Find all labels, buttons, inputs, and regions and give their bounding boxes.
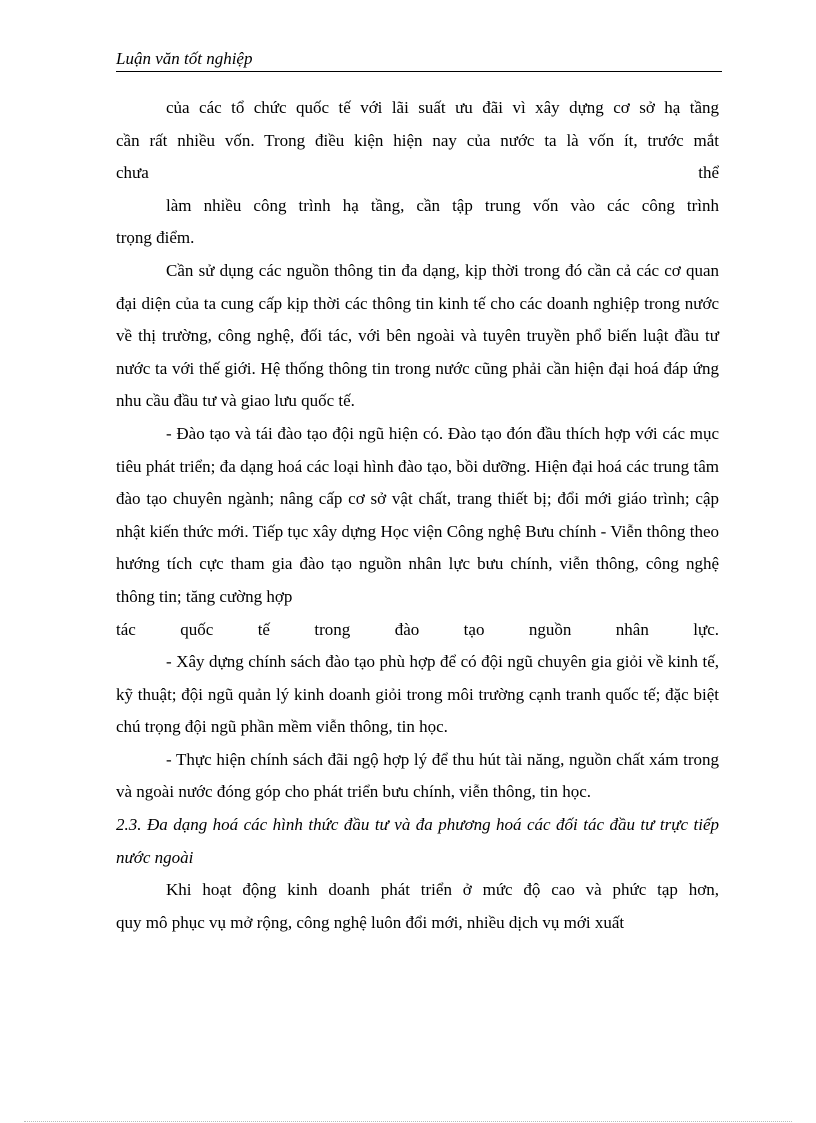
paragraph-1-line-1: của các tổ chức quốc tế với lãi suất ưu đãi vì xây dựng cơ sở hạ tầng xyxy=(166,98,719,117)
paragraph-1-line-5: trọng điểm. xyxy=(116,228,195,248)
paragraph-6-line-2: quy mô phục vụ mở rộng, công nghệ luôn đổi mới, nhiều dịch vụ mới xuất xyxy=(116,912,625,932)
paragraph-4: - Xây dựng chính sách đào tạo phù hợp để có đội ngũ chuyên gia giỏi về kinh tế, kỹ thuật; đội ngũ quản lý kinh doanh giỏi trong môi trường cạnh tranh quốc tế; đặc biệt chú trọng đội ngũ phần mềm viễn thông, tin học. xyxy=(116,652,719,737)
page-header-title: Luận văn tốt nghiệp xyxy=(116,49,253,68)
paragraph-6-line-1: Khi hoạt động kinh doanh phát triển ở mức độ cao và phức tạp hơn, xyxy=(166,880,719,900)
paragraph-1-line-3 xyxy=(116,157,719,190)
page-bottom-border xyxy=(24,1121,792,1122)
section-heading: 2.3. Đa dạng hoá các hình thức đầu tư và đa phương hoá các đối tác đầu tư trực tiếp nước ngoài xyxy=(116,815,719,867)
paragraph-1-line-3-left: chưa xyxy=(116,163,149,183)
paragraph-3: - Đào tạo và tái đào tạo đội ngũ hiện có. Đào tạo đón đầu thích hợp với các mục tiêu phát triển; đa dạng hoá các loại hình đào tạo, bồi dưỡng. Hiện đại hoá các trung tâm đào tạo chuyên ngành; nâng cấp cơ sở vật chất, trang thiết bị; đổi mới giáo trình; cập nhật kiến thức mới. Tiếp tục xây dựng Học viện Công nghệ Bưu chính - Viễn thông theo hướng tích cực tham gia đào tạo nguồn nhân lực bưu chính, viễn thông, công nghệ thông tin; tăng cường hợp xyxy=(116,423,719,606)
paragraph-5: - Thực hiện chính sách đãi ngộ hợp lý để thu hút tài năng, nguồn chất xám trong và ngoài nước đóng góp cho phát triển bưu chính, viễn thông, tin học. xyxy=(116,749,719,802)
document-body xyxy=(116,92,719,939)
header-divider xyxy=(116,71,722,72)
paragraph-2: Cần sử dụng các nguồn thông tin đa dạng, kịp thời trong đó cần cả các cơ quan đại diện của ta cung cấp kịp thời các thông tin kinh tế cho các doanh nghiệp trong nước về thị trường, công nghệ, đối tác, với bên ngoài và tuyên truyền phổ biến luật đầu tư nước ta với thế giới. Hệ thống thông tin trong nước cũng phải cần hiện đại hoá đáp ứng nhu cầu đầu tư và giao lưu quốc tế. xyxy=(116,260,719,411)
paragraph-3-last-line: tác quốc tế trong đào tạo nguồn nhân lực. xyxy=(116,619,719,639)
paragraph-1-line-3-right: thể xyxy=(698,163,719,183)
paragraph-1-line-2: cần rất nhiều vốn. Trong điều kiện hiện nay của nước ta là vốn ít, trước mắt xyxy=(116,130,719,150)
paragraph-1-line-4: làm nhiều công trình hạ tầng, cần tập trung vốn vào các công trình xyxy=(166,195,719,215)
